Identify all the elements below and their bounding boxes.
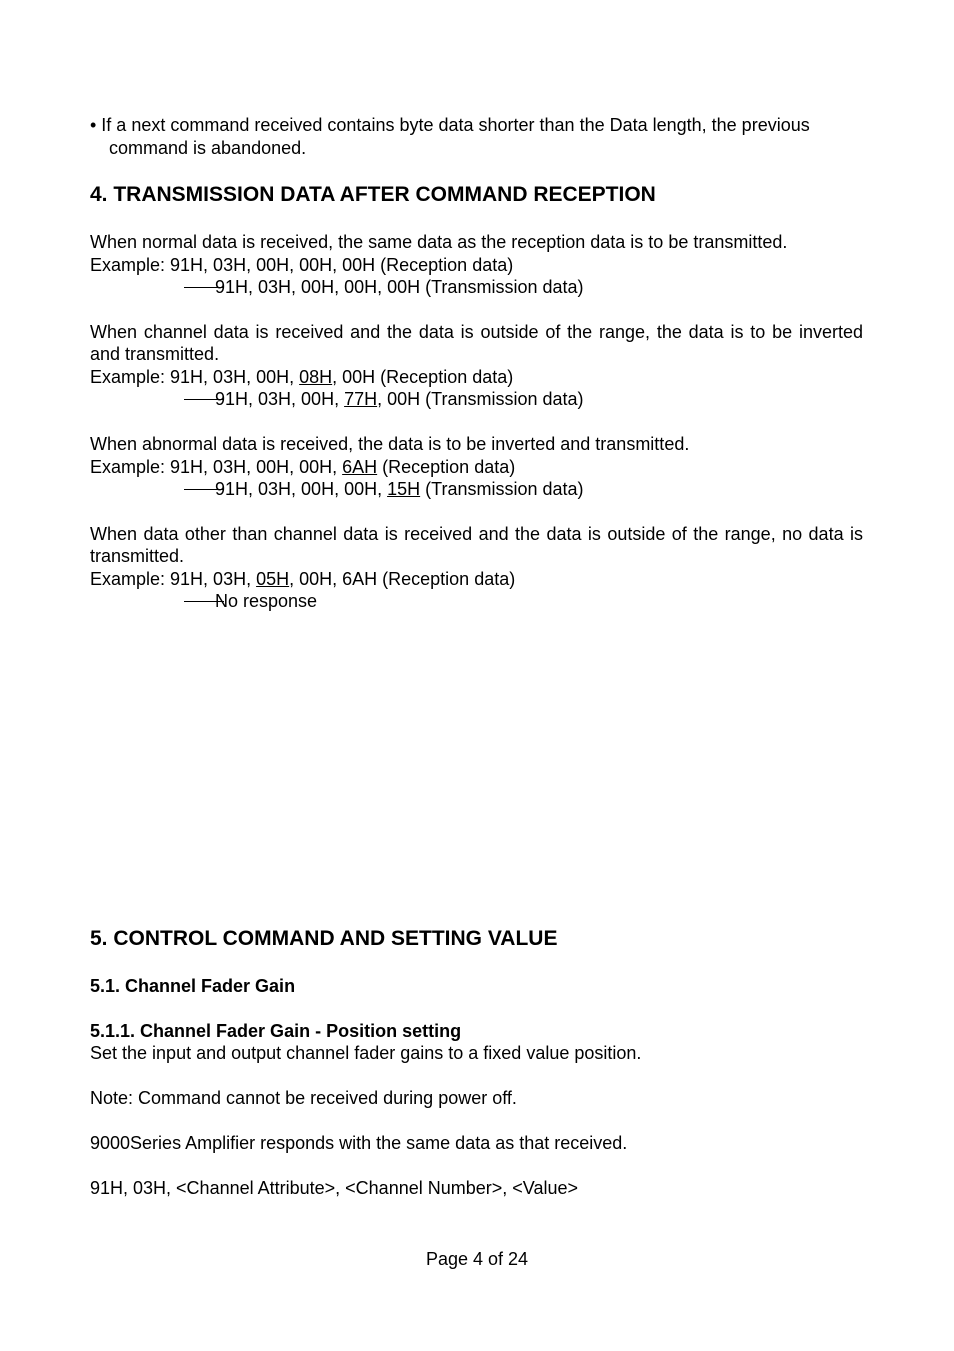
- underlined-value: 05H: [256, 569, 290, 589]
- text-segment: Example: 91H, 03H,: [90, 569, 257, 589]
- underlined-value: 15H: [387, 479, 421, 499]
- example-4-reception: [90, 568, 515, 590]
- section-5-heading: 5. CONTROL COMMAND AND SETTING VALUE: [90, 927, 558, 950]
- underlined-value: 08H: [299, 367, 333, 387]
- example-3-reception: [90, 456, 515, 478]
- paragraph-other-data: When data other than channel data is received and the data is outside of the range, no data is transmitted.: [90, 524, 863, 567]
- underlined-value: 77H: [344, 389, 378, 409]
- response-text: 9000Series Amplifier responds with the same data as that received.: [90, 1133, 628, 1153]
- subsection-5-1-1-heading: 5.1.1. Channel Fader Gain - Position setting: [90, 1021, 462, 1041]
- text-segment: Example: 91H, 03H, 00H, 00H,: [90, 457, 343, 477]
- page-number: Page 4 of 24: [425, 1249, 529, 1269]
- example-2-transmission: [215, 388, 584, 410]
- example-2-reception: [90, 366, 513, 388]
- text-segment: , 00H (Transmission data): [377, 389, 584, 409]
- description-text: Set the input and output channel fader gains to a fixed value position.: [90, 1043, 642, 1063]
- paragraph-abnormal-data: When abnormal data is received, the data is to be inverted and transmitted.: [90, 434, 690, 454]
- subsection-5-1-heading: 5.1. Channel Fader Gain: [90, 976, 296, 996]
- section-4-heading: 4. TRANSMISSION DATA AFTER COMMAND RECEPTION: [90, 183, 656, 206]
- text-segment: Example: 91H, 03H, 00H,: [90, 367, 300, 387]
- command-format: 91H, 03H, <Channel Attribute>, <Channel Number>, <Value>: [90, 1178, 578, 1198]
- note-text: Note: Command cannot be received during power off.: [90, 1088, 517, 1108]
- bullet-note-line1: • If a next command received contains byte data shorter than the Data length, the previous: [90, 115, 810, 135]
- example-1-transmission: 91H, 03H, 00H, 00H, 00H (Transmission data): [215, 277, 584, 297]
- paragraph-normal-data: When normal data is received, the same data as the reception data is to be transmitted.: [90, 232, 788, 252]
- example-4-no-response: No response: [215, 591, 318, 611]
- text-segment: (Reception data): [377, 457, 516, 477]
- example-3-transmission: [215, 478, 584, 500]
- example-1-reception: Example: 91H, 03H, 00H, 00H, 00H (Reception data): [90, 255, 514, 275]
- text-segment: 91H, 03H, 00H,: [215, 389, 345, 409]
- text-segment: , 00H (Reception data): [332, 367, 514, 387]
- text-segment: (Transmission data): [420, 479, 584, 499]
- paragraph-channel-data: When channel data is received and the data is outside of the range, the data is to be inverted and transmitted.: [90, 322, 863, 365]
- text-segment: 91H, 03H, 00H, 00H,: [215, 479, 388, 499]
- text-segment: , 00H, 6AH (Reception data): [289, 569, 516, 589]
- bullet-note-line2: command is abandoned.: [109, 138, 307, 158]
- underlined-value: 6AH: [342, 457, 378, 477]
